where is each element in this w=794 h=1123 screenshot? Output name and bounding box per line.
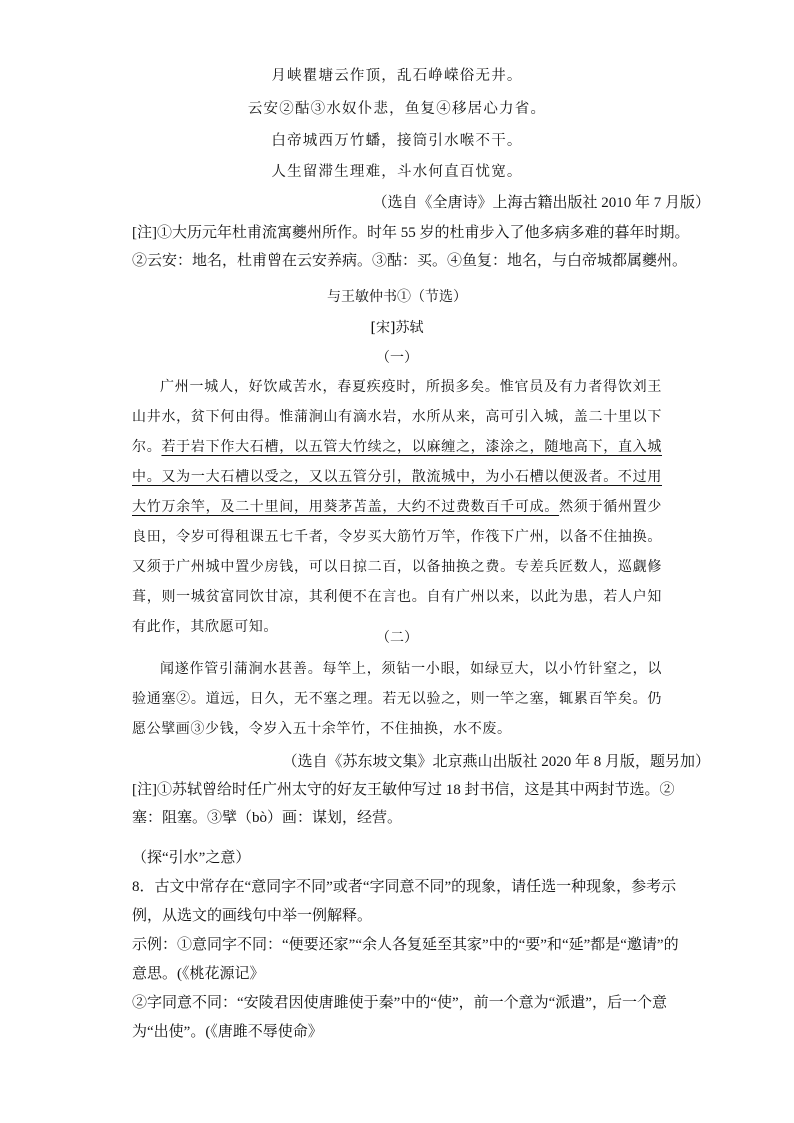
part-one-text-a: 广州一城人，好饮咸苦水，春夏疾疫时，所损多矣。惟官员及有力者得饮刘王山井水，贫下何由得。惟蒲涧山有滴水岩，水所从来，高可引入城，盖二十里以下尔。: [132, 379, 662, 455]
underlined-passage: 若于岩下作大石槽，以五管大竹续之，以麻缠之，漆涂之，随地高下，直入城中。又为一大石槽以受之，又以五管分引，散流城中，为小石槽以便汲者。不过用大竹万余竿，及二十里间，用葵茅苫盖，大约不过费数百千可成。: [132, 439, 662, 515]
poem-source: （选自《全唐诗》上海古籍出版社 2010 年 7 月版）: [372, 195, 710, 211]
letter-source: （选自《苏东坡文集》北京燕山出版社 2020 年 8 月版，题另加）: [282, 754, 710, 770]
poem-note: [注]①大历元年杜甫流寓夔州所作。时年 55 岁的杜甫步入了他多病多难的暮年时期。②云安：地名，杜甫曾在云安养病。③酤：买。④鱼复：地名，与白帝城都属夔州。: [132, 225, 690, 269]
part-two-label: （二）: [376, 630, 418, 646]
question-example-2: ②字同意不同：“安陵君因使唐雎使于秦”中的“使”，前一个意为“派遣”，后一个意为“出使”。(《唐雎不辱使命》: [132, 995, 667, 1040]
letter-part-one: [132, 372, 662, 642]
question-stem: 8．古文中常存在“意同字不同”或者“字同意不同”的现象，请任选一种现象，参考示例，从选文的画线句中举一例解释。: [132, 879, 677, 924]
question-block: [132, 844, 692, 1047]
poem-line-2: 云安②酤③水奴仆悲，鱼复④移居心力省。: [247, 101, 547, 117]
poem-line-4: 人生留滞生理难，斗水何直百忧宽。: [271, 164, 523, 180]
part-one-text-b: 然须于循州置少良田，令岁可得租课五七千者，令岁买大筋竹万竿，作筏下广州，以备不住抽换。又须于广州城中置少房钱，可以日掠二百，以备抽换之费。专差兵匠数人，巡觑修葺，则一城贫富同饮甘凉，其利便不在言也。自有广州以来，以此为患，若人户知有此作，其欣愿可知。: [132, 499, 662, 635]
part-two-text: 闻遂作管引蒲涧水甚善。每竿上，须钻一小眼，如绿豆大，以小竹针窒之，以验通塞②。道远，日久，无不塞之理。若无以验之，则一竿之塞，辄累百竿矣。仍愿公擘画③少钱，令岁入五十余竿竹，不住抽换，水不废。: [132, 661, 662, 737]
part-one-label: （一）: [376, 350, 418, 366]
letter-title: 与王敏仲书①（节选）: [327, 289, 467, 305]
letter-part-two: [132, 654, 662, 744]
question-example-1: 示例：①意同字不同：“便要还家”“余人各复延至其家”中的“要”和“延”都是“邀请”的意思。(《桃花源记》: [132, 937, 679, 982]
poem-line-3: 白帝城西万竹蟠，接筒引水喉不干。: [271, 133, 523, 149]
letter-note: [注]①苏轼曾给时任广州太守的好友王敏仲写过 18 封书信，这是其中两封节选。②塞：阻塞。③擘（bò）画：谋划，经营。: [132, 782, 675, 826]
poem-line-1: 月峡瞿塘云作顶，乱石峥嵘俗无井。: [271, 68, 523, 84]
letter-author: [宋]苏轼: [370, 320, 424, 336]
question-section: （探“引水”之意）: [132, 850, 251, 866]
